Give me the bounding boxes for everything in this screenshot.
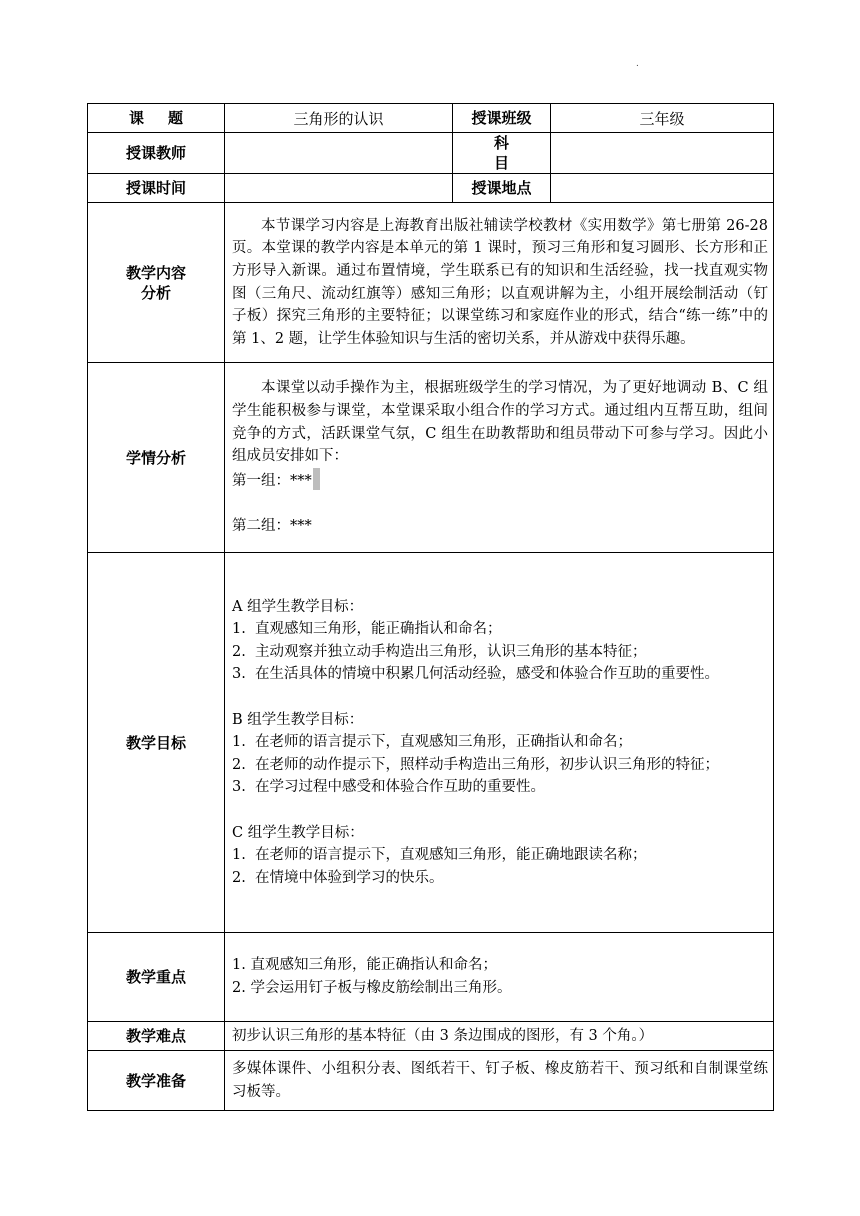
key-point-item: 2. 学会运用钉子板与橡皮筋绘制出三角形。: [232, 980, 512, 996]
groupA-item: 1. 直观感知三角形，能正确指认和命名；: [232, 621, 502, 638]
label-learner-analysis: 学情分析: [88, 363, 225, 553]
label-location: 授课地点: [453, 174, 551, 203]
groupB-item: 1. 在老师的语言提示下，直观感知三角形，正确指认和命名；: [232, 734, 633, 751]
groupB-item: 2. 在老师的动作提示下，照样动手构造出三角形，初步认识三角形的特征；: [232, 756, 720, 773]
objectives-cell: [225, 553, 774, 933]
label-subject: 科目: [453, 133, 551, 174]
row-difficulty: [88, 1022, 774, 1051]
label-topic: 课题: [88, 104, 225, 133]
content-analysis-cell: [225, 203, 774, 363]
row-teacher: [88, 133, 774, 174]
label-preparation: 教学准备: [88, 1051, 225, 1111]
group1-text: 第一组：***: [232, 472, 312, 489]
value-class: 三年级: [551, 104, 774, 133]
text-cursor: [313, 468, 320, 490]
groupC-item: 2. 在情境中体验到学习的快乐。: [232, 869, 444, 886]
groupA-item: 2. 主动观察并独立动手构造出三角形，认识三角形的基本特征；: [232, 643, 647, 660]
content-analysis-text: 本节课学习内容是上海教育出版社辅读学校教材《实用数学》第七册第 26-28 页。本堂课的教学内容是本单元的第 1 课时，预习三角形和复习圆形、长方形和正方形导入新课。通过布置情境，学生联系已有的知识和生活经验，找一找直观实物图（三角尺、流动红旗等）感知三角形；以直观讲解为主，小组开展绘制活动（钉子板）探究三角形的主要特征；以课堂练习和家庭作业的形式，结合“练一练”中的第 1、2 题，让学生体验知识与生活的密切关系，并从游戏中获得乐趣。: [232, 217, 768, 347]
row-content-analysis: [88, 203, 774, 363]
label-objectives: 教学目标: [88, 553, 225, 933]
label-content-analysis-line2: 分析: [140, 283, 171, 302]
key-points-cell: [225, 933, 774, 1022]
key-point-item: 1. 直观感知三角形，能正确指认和命名；: [232, 957, 497, 974]
value-teacher: [225, 133, 453, 174]
lesson-plan-table: [87, 103, 774, 1111]
value-topic: 三角形的认识: [225, 104, 453, 133]
groupB-title: B 组学生教学目标：: [232, 711, 364, 728]
row-learner-analysis: [88, 363, 774, 553]
label-content-analysis-line1: 教学内容: [125, 263, 186, 282]
difficulty-text: 初步认识三角形的基本特征（由 3 条边围成的图形，有 3 个角。）: [225, 1022, 774, 1051]
label-class: 授课班级: [453, 104, 551, 133]
groupA-title: A 组学生教学目标：: [232, 598, 364, 615]
preparation-text: 多媒体课件、小组积分表、图纸若干、钉子板、橡皮筋若干、预习纸和自制课堂练习板等。: [225, 1051, 774, 1111]
row-key-points: [88, 933, 774, 1022]
value-subject: [551, 133, 774, 174]
groupC-item: 1. 在老师的语言提示下，直观感知三角形，能正确地跟读名称；: [232, 847, 647, 864]
label-difficulty: 教学难点: [88, 1022, 225, 1051]
label-teacher: 授课教师: [88, 133, 225, 174]
row-topic: [88, 104, 774, 133]
row-time: [88, 174, 774, 203]
label-time: 授课时间: [88, 174, 225, 203]
value-location: [551, 174, 774, 203]
groupB-item: 3. 在学习过程中感受和体验合作互助的重要性。: [232, 779, 546, 796]
learner-analysis-cell: [225, 363, 774, 553]
label-content-analysis: [88, 203, 225, 363]
row-objectives: [88, 553, 774, 933]
groupC-title: C 组学生教学目标：: [232, 824, 364, 841]
groupA-item: 3. 在生活具体的情境中积累几何活动经验，感受和体验合作互助的重要性。: [232, 666, 720, 683]
group2-text: 第二组：***: [232, 517, 312, 534]
group1-line: [232, 468, 768, 493]
header-dot: .: [636, 58, 639, 69]
row-preparation: [88, 1051, 774, 1111]
value-time: [225, 174, 453, 203]
learner-analysis-text: 本课堂以动手操作为主，根据班级学生的学习情况，为了更好地调动 B、C 组学生能积极参与课堂，本堂课采取小组合作的学习方式。通过组内互帮互助，组间竞争的方式，活跃课堂气氛，C 组生在助教帮助和组员带动下可参与学习。因此小组成员安排如下：: [232, 380, 768, 465]
label-key-points: 教学重点: [88, 933, 225, 1022]
